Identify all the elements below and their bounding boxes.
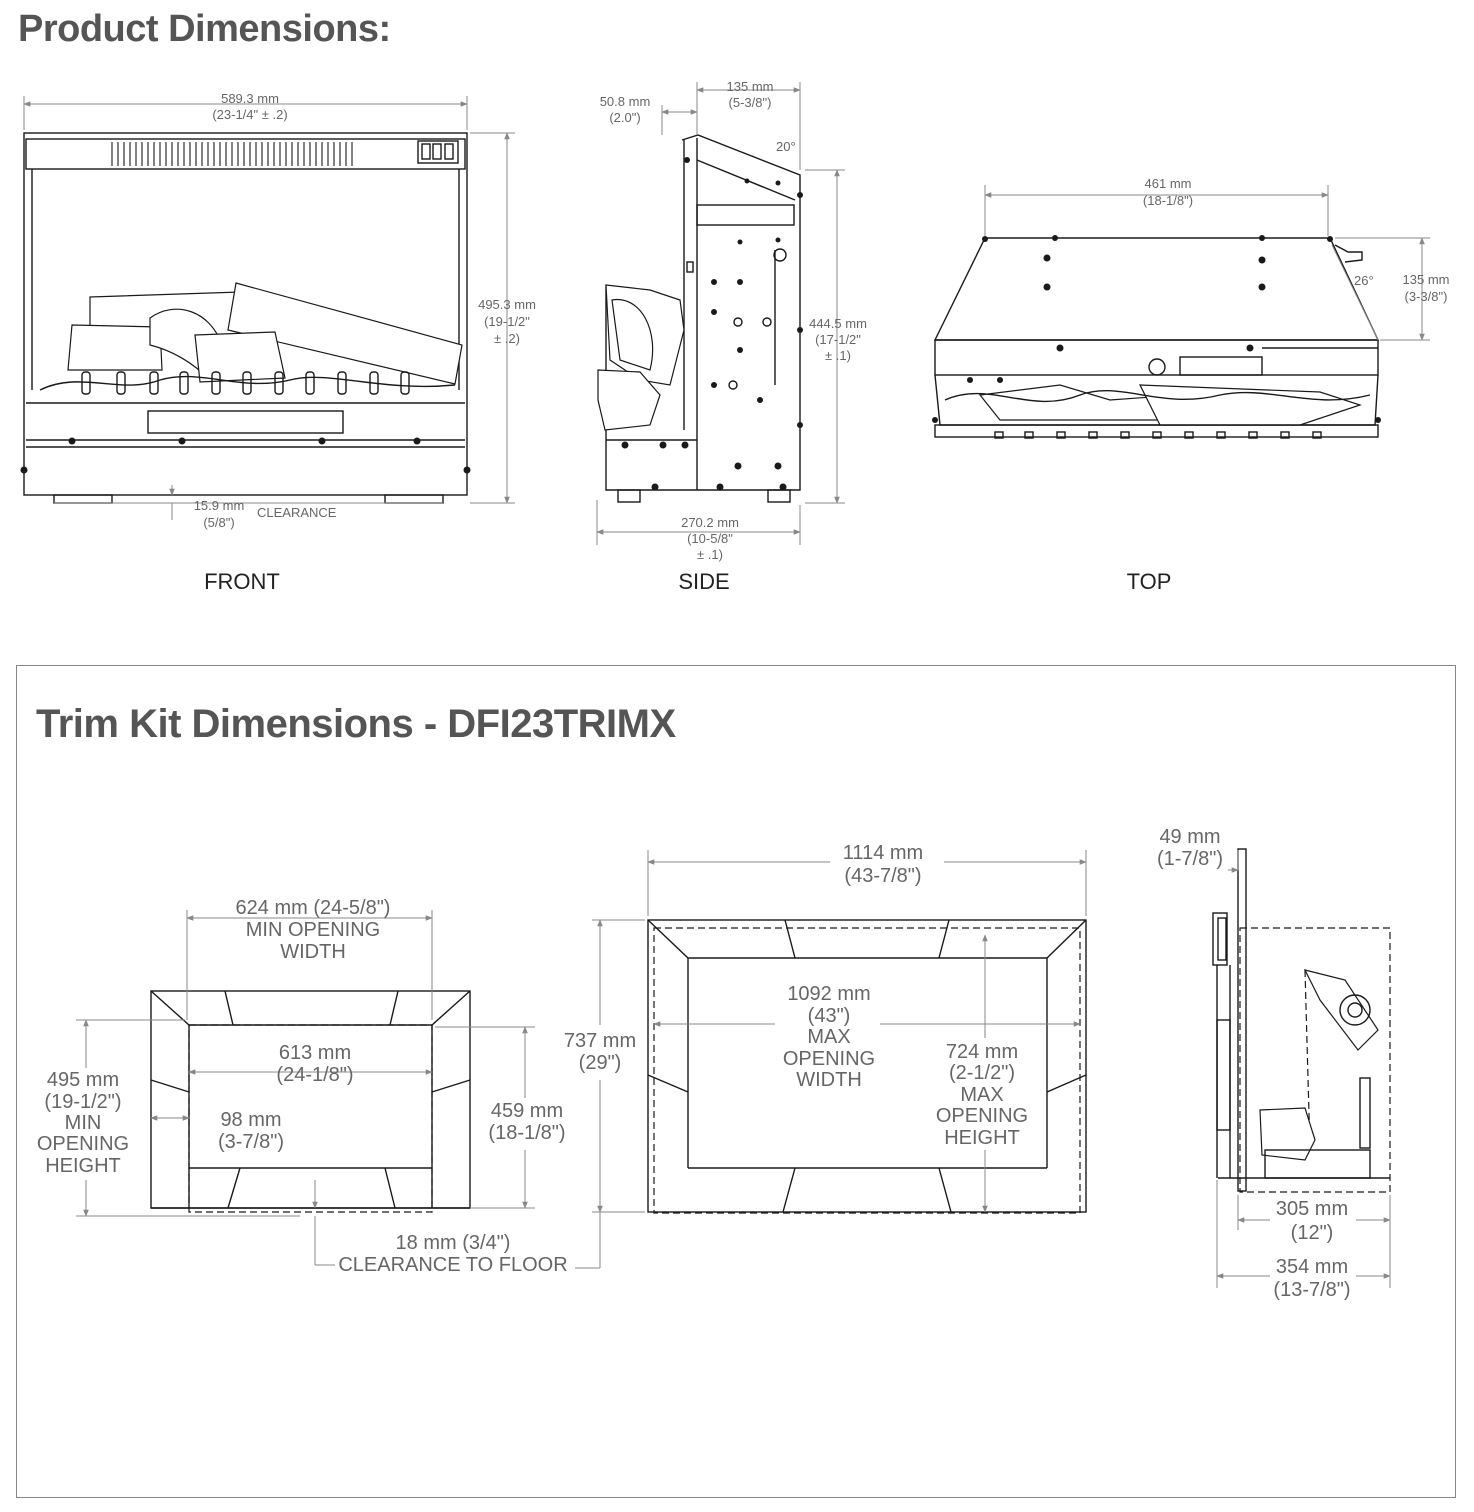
trim-side-depth-inner-label xyxy=(1276,1198,1348,1244)
trim-inner-height-label xyxy=(488,1100,565,1144)
front-height-label xyxy=(478,297,536,346)
trim-side-thickness-label xyxy=(1157,826,1223,870)
svg-text:613 mm: 613 mm xyxy=(278,1042,352,1064)
view-label-front: FRONT xyxy=(204,569,280,594)
svg-text:± .1): ± .1) xyxy=(697,547,723,562)
dimension-lines xyxy=(24,82,1430,1288)
svg-text:CLEARANCE TO FLOOR: CLEARANCE TO FLOOR xyxy=(338,1254,568,1276)
svg-text:(2.0"): (2.0") xyxy=(609,110,641,125)
svg-text:(19-1/2"): (19-1/2") xyxy=(44,1091,122,1113)
view-label-side: SIDE xyxy=(678,569,730,594)
side-depth-label xyxy=(681,515,739,562)
svg-text:MIN OPENING: MIN OPENING xyxy=(245,919,381,941)
trim-overall-width-label xyxy=(843,842,923,887)
svg-text:OPENING: OPENING xyxy=(782,1048,876,1070)
svg-text:(29"): (29") xyxy=(578,1052,622,1074)
svg-text:737 mm: 737 mm xyxy=(563,1030,637,1052)
trim-min-opening-drawing xyxy=(151,991,470,1212)
svg-text:50.8 mm: 50.8 mm xyxy=(599,94,651,109)
top-depth-label xyxy=(1403,272,1450,304)
svg-text:624 mm (24-5/8"): 624 mm (24-5/8") xyxy=(235,897,391,919)
svg-text:CLEARANCE: CLEARANCE xyxy=(257,505,337,520)
svg-text:444.5 mm: 444.5 mm xyxy=(809,316,867,331)
side-top-depth-label xyxy=(727,79,774,110)
svg-text:135 mm: 135 mm xyxy=(1402,272,1450,287)
svg-text:495.3 mm: 495.3 mm xyxy=(478,297,536,312)
svg-text:WIDTH: WIDTH xyxy=(280,941,346,963)
trim-side-depth-outer-label xyxy=(1273,1256,1350,1301)
trim-max-width-label xyxy=(783,983,875,1091)
svg-text:MIN: MIN xyxy=(64,1112,102,1134)
svg-text:(24-1/8"): (24-1/8") xyxy=(276,1064,354,1086)
front-width-label xyxy=(212,91,287,122)
svg-text:± .2): ± .2) xyxy=(494,331,520,346)
svg-text:18 mm (3/4"): 18 mm (3/4") xyxy=(395,1232,511,1254)
svg-text:461 mm: 461 mm xyxy=(1144,176,1192,191)
svg-text:(3-7/8"): (3-7/8") xyxy=(217,1131,285,1153)
side-view-drawing xyxy=(598,135,803,502)
svg-text:459 mm: 459 mm xyxy=(490,1100,564,1122)
svg-text:(18-1/8"): (18-1/8") xyxy=(488,1122,566,1144)
svg-text:1092 mm: 1092 mm xyxy=(787,983,871,1005)
svg-text:724 mm: 724 mm xyxy=(945,1041,1019,1063)
svg-text:49 mm: 49 mm xyxy=(1159,826,1221,848)
svg-text:(1-7/8"): (1-7/8") xyxy=(1156,848,1224,870)
front-view-drawing xyxy=(21,133,471,503)
svg-text:MAX: MAX xyxy=(960,1084,1004,1106)
svg-text:(23-1/4" ± .2): (23-1/4" ± .2) xyxy=(212,107,288,122)
svg-text:(43"): (43") xyxy=(807,1005,851,1027)
trim-kit-title: Trim Kit Dimensions - DFI23TRIMX xyxy=(36,702,676,746)
svg-text:(5/8"): (5/8") xyxy=(203,515,235,530)
trim-overall-height-label xyxy=(564,1030,636,1074)
svg-text:(2-1/2"): (2-1/2") xyxy=(948,1062,1016,1084)
svg-text:(13-7/8"): (13-7/8") xyxy=(1273,1279,1351,1301)
svg-text:OPENING: OPENING xyxy=(36,1133,130,1155)
svg-text:(3-3/8"): (3-3/8") xyxy=(1404,289,1448,304)
top-angle-label: 26° xyxy=(1354,273,1374,288)
svg-text:(5-3/8"): (5-3/8") xyxy=(728,95,772,110)
side-overhang-label xyxy=(600,94,651,125)
svg-text:(17-1/2": (17-1/2" xyxy=(815,332,861,347)
svg-text:± .1): ± .1) xyxy=(825,348,851,363)
side-height-label xyxy=(809,316,867,363)
trim-min-width-label xyxy=(236,897,391,963)
svg-text:98 mm: 98 mm xyxy=(220,1109,282,1131)
svg-text:495 mm: 495 mm xyxy=(46,1069,120,1091)
product-dimensions-title: Product Dimensions: xyxy=(18,8,391,50)
svg-text:WIDTH: WIDTH xyxy=(796,1069,862,1091)
svg-text:270.2 mm: 270.2 mm xyxy=(681,515,739,530)
svg-text:(19-1/2": (19-1/2" xyxy=(484,314,530,329)
svg-text:HEIGHT: HEIGHT xyxy=(944,1127,1020,1149)
top-view-drawing xyxy=(932,235,1381,438)
svg-text:135 mm: 135 mm xyxy=(726,79,774,94)
svg-text:15.9 mm: 15.9 mm xyxy=(193,498,245,513)
svg-text:HEIGHT: HEIGHT xyxy=(45,1155,121,1177)
trim-side-section-drawing xyxy=(1213,849,1390,1192)
trim-inner-width-label xyxy=(276,1042,353,1086)
trim-max-height-label xyxy=(936,1041,1028,1149)
top-width-label xyxy=(1143,176,1193,208)
svg-text:MAX: MAX xyxy=(807,1026,851,1048)
svg-text:(10-5/8": (10-5/8" xyxy=(687,531,733,546)
view-label-top: TOP xyxy=(1126,569,1172,594)
svg-text:305 mm: 305 mm xyxy=(1275,1198,1349,1220)
svg-text:589.3 mm: 589.3 mm xyxy=(221,91,279,106)
trim-min-height-label xyxy=(37,1069,129,1177)
svg-text:(18-1/8"): (18-1/8") xyxy=(1142,193,1194,208)
svg-text:(12"): (12") xyxy=(1290,1222,1334,1244)
trim-floor-clearance-label xyxy=(338,1232,567,1276)
svg-text:1114 mm: 1114 mm xyxy=(842,842,924,864)
svg-text:(43-7/8"): (43-7/8") xyxy=(844,865,922,887)
trim-side-border-label xyxy=(218,1109,284,1153)
side-angle-label: 20° xyxy=(776,139,796,154)
svg-text:OPENING: OPENING xyxy=(935,1105,1029,1127)
svg-text:354 mm: 354 mm xyxy=(1275,1256,1349,1278)
